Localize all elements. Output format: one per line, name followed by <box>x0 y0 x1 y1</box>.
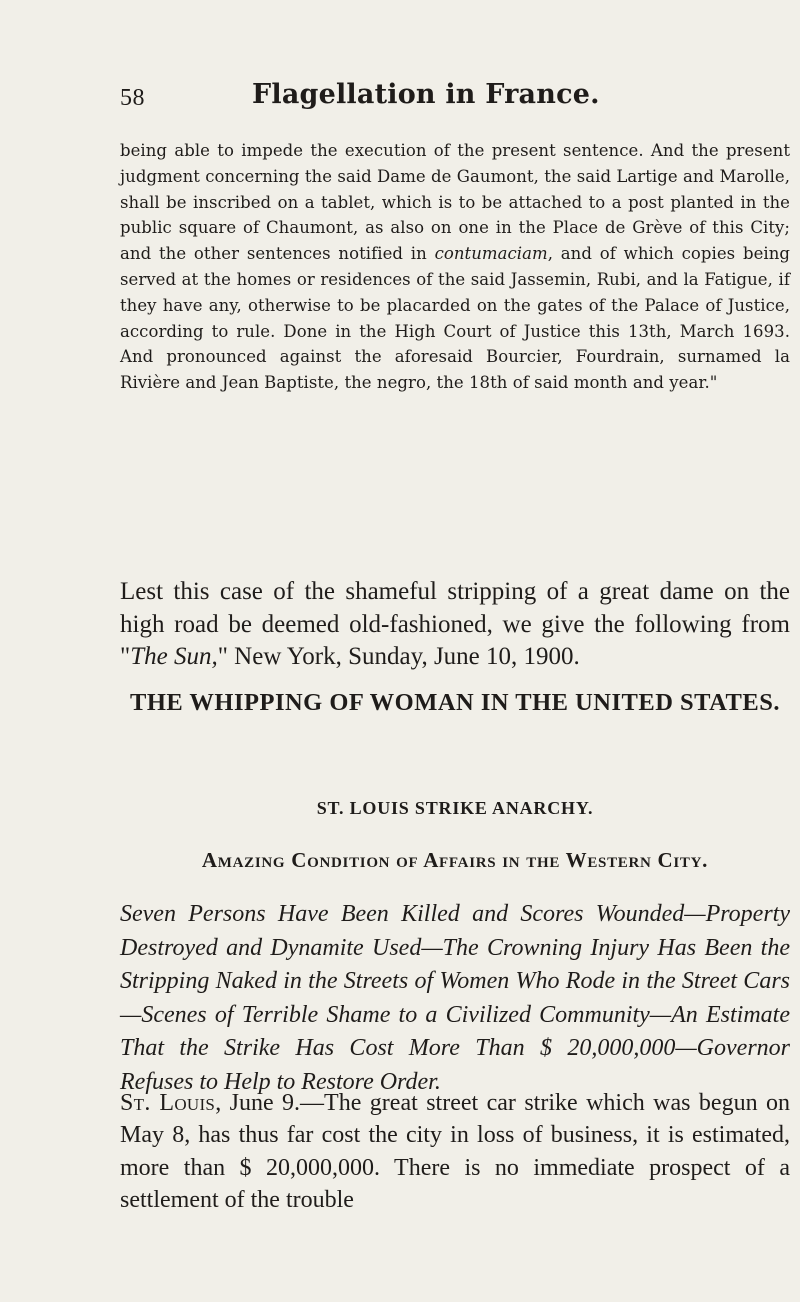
article-headline: THE WHIPPING OF WOMAN IN THE UNITED STATES. <box>130 689 780 716</box>
newspaper-title: The Sun, <box>130 643 218 670</box>
intro-text-before-italic: Lest this case of the shameful stripping of a great dame on the high road be deemed old-fashioned, we give the following from " <box>120 578 790 670</box>
introductory-paragraph <box>120 576 790 674</box>
intro-text-after-italic: " New York, Sunday, June 10, 1900. <box>217 643 580 670</box>
article-subheadline: Seven Persons Have Been Killed and Scores Wounded—Property Destroyed and Dynamite Used—The Crowning Injury Has Been the Stripping Naked in the Streets of Women Who Rode in the Street Cars—Scenes of Terrible Shame to a Civilized Community—An Estimate That the Strike Has Cost More Than $ 20,000,000—Governor Refuses to Help to Restore Order. <box>120 901 790 1095</box>
article-body-text: , June 9.—The great street car strike which was begun on May 8, has thus far cost the city in loss of business, it is estimated, more than $ 20,000,000. There is no immediate prospect of a settlement of the trouble <box>120 1090 790 1213</box>
article-body <box>120 1087 790 1216</box>
court-text-after-italic: , and of which copies being served at the homes or residences of the said Jassemin, Rubi, and la Fatigue, if they have any, otherwise to be placarded on the gates of the Palace of Justice, according to rule. Done in the High Court of Justice this 13th, March 1693. And pronounced against the aforesaid Bourcier, Fourdrain, surnamed la Rivière and Jean Baptiste, the negro, the 18th of said month and year." <box>120 244 790 393</box>
court-text-before-italic: being able to impede the execution of the present sentence. And the present judgment concerning the said Dame de Gaumont, the said Lartige and Marolle, shall be inscribed on a tablet, which is to be attached to a post planted in the public square of Chaumont, as also on one in the Place de Grève of this City; and the other sentences notified in <box>120 141 790 264</box>
article-subheading: ST. LOUIS STRIKE ANARCHY. <box>316 798 594 818</box>
article-deck: Amazing Condition of Affairs in the Western City. <box>201 848 709 872</box>
court-sentence-paragraph <box>120 138 790 396</box>
running-head <box>120 78 790 118</box>
running-title: Flagellation in France. <box>252 79 600 110</box>
page-number: 58 <box>120 85 145 111</box>
court-text-italic: contumaciam <box>434 244 548 264</box>
article-dateline: St. Louis <box>120 1090 216 1116</box>
